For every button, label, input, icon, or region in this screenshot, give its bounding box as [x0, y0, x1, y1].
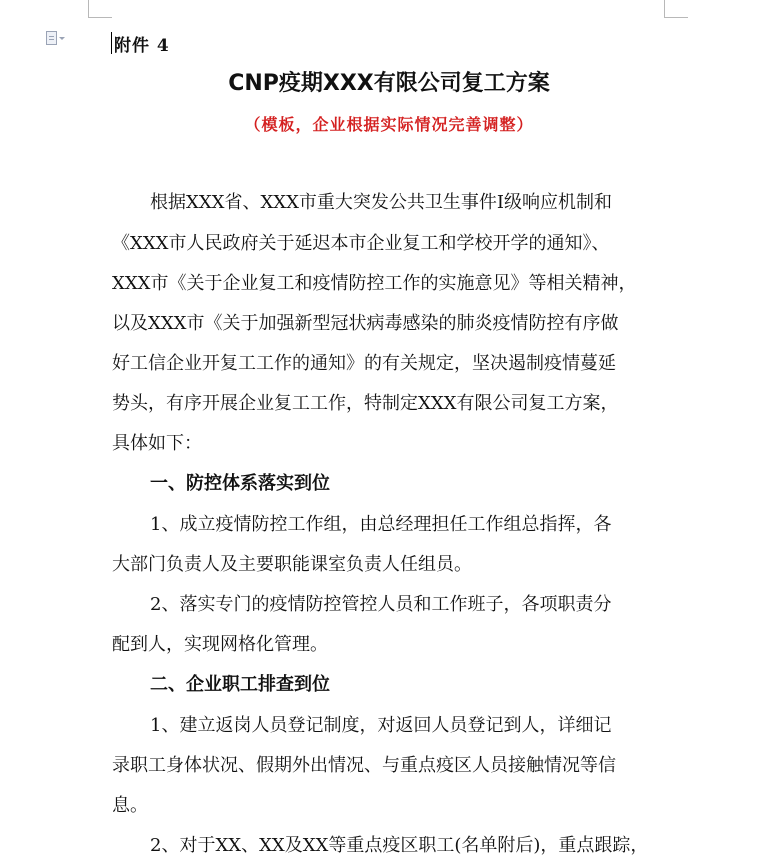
document-icon[interactable] — [46, 31, 68, 45]
paragraph-line: 根据XXX省、XXX市重大突发公共卫生事件Ⅰ级响应机制和 — [150, 192, 612, 213]
document-title: CNP疫期XXX有限公司复工方案 — [228, 71, 550, 96]
paragraph-line: 息。 — [112, 795, 148, 816]
crop-mark-top-left — [88, 17, 112, 18]
crop-mark-top-right — [664, 17, 688, 18]
paragraph-line: 2、落实专门的疫情防控管控人员和工作班子，各项职责分 — [150, 594, 612, 615]
crop-mark-top-left — [88, 0, 89, 18]
attachment-label: 附件 4 — [114, 36, 170, 56]
crop-mark-top-right — [664, 0, 665, 18]
paragraph-line: 具体如下： — [112, 433, 202, 454]
chevron-down-icon — [59, 37, 65, 40]
paragraph-line: 大部门负责人及主要职能课室负责人任组员。 — [112, 554, 472, 575]
section-heading: 二、企业职工排查到位 — [150, 674, 330, 695]
document-subtitle: （模板，企业根据实际情况完善调整） — [244, 115, 534, 134]
paragraph-line: 好工信企业开复工工作的通知》的有关规定，坚决遏制疫情蔓延 — [112, 353, 616, 374]
paragraph-line: 1、建立返岗人员登记制度，对返回人员登记到人，详细记 — [150, 715, 612, 736]
paragraph-line: 录职工身体状况、假期外出情况、与重点疫区人员接触情况等信 — [112, 755, 616, 776]
text-cursor — [111, 32, 112, 54]
paragraph-line: 以及XXX市《关于加强新型冠状病毒感染的肺炎疫情防控有序做 — [112, 313, 619, 334]
paragraph-line: 《XXX市人民政府关于延迟本市企业复工和学校开学的通知》、 — [112, 233, 610, 254]
paragraph-line: 配到人，实现网格化管理。 — [112, 634, 328, 655]
paragraph-line: 势头，有序开展企业复工工作，特制定XXX有限公司复工方案， — [112, 393, 619, 414]
document-sheet-icon — [46, 31, 57, 45]
paragraph-line: XXX市《关于企业复工和疫情防控工作的实施意见》等相关精神， — [112, 273, 637, 294]
paragraph-line: 1、成立疫情防控工作组，由总经理担任工作组总指挥，各 — [150, 514, 612, 535]
section-heading: 一、防控体系落实到位 — [150, 473, 330, 494]
paragraph-line: 2、对于XX、XX及XX等重点疫区职工(名单附后)，重点跟踪， — [150, 835, 649, 856]
